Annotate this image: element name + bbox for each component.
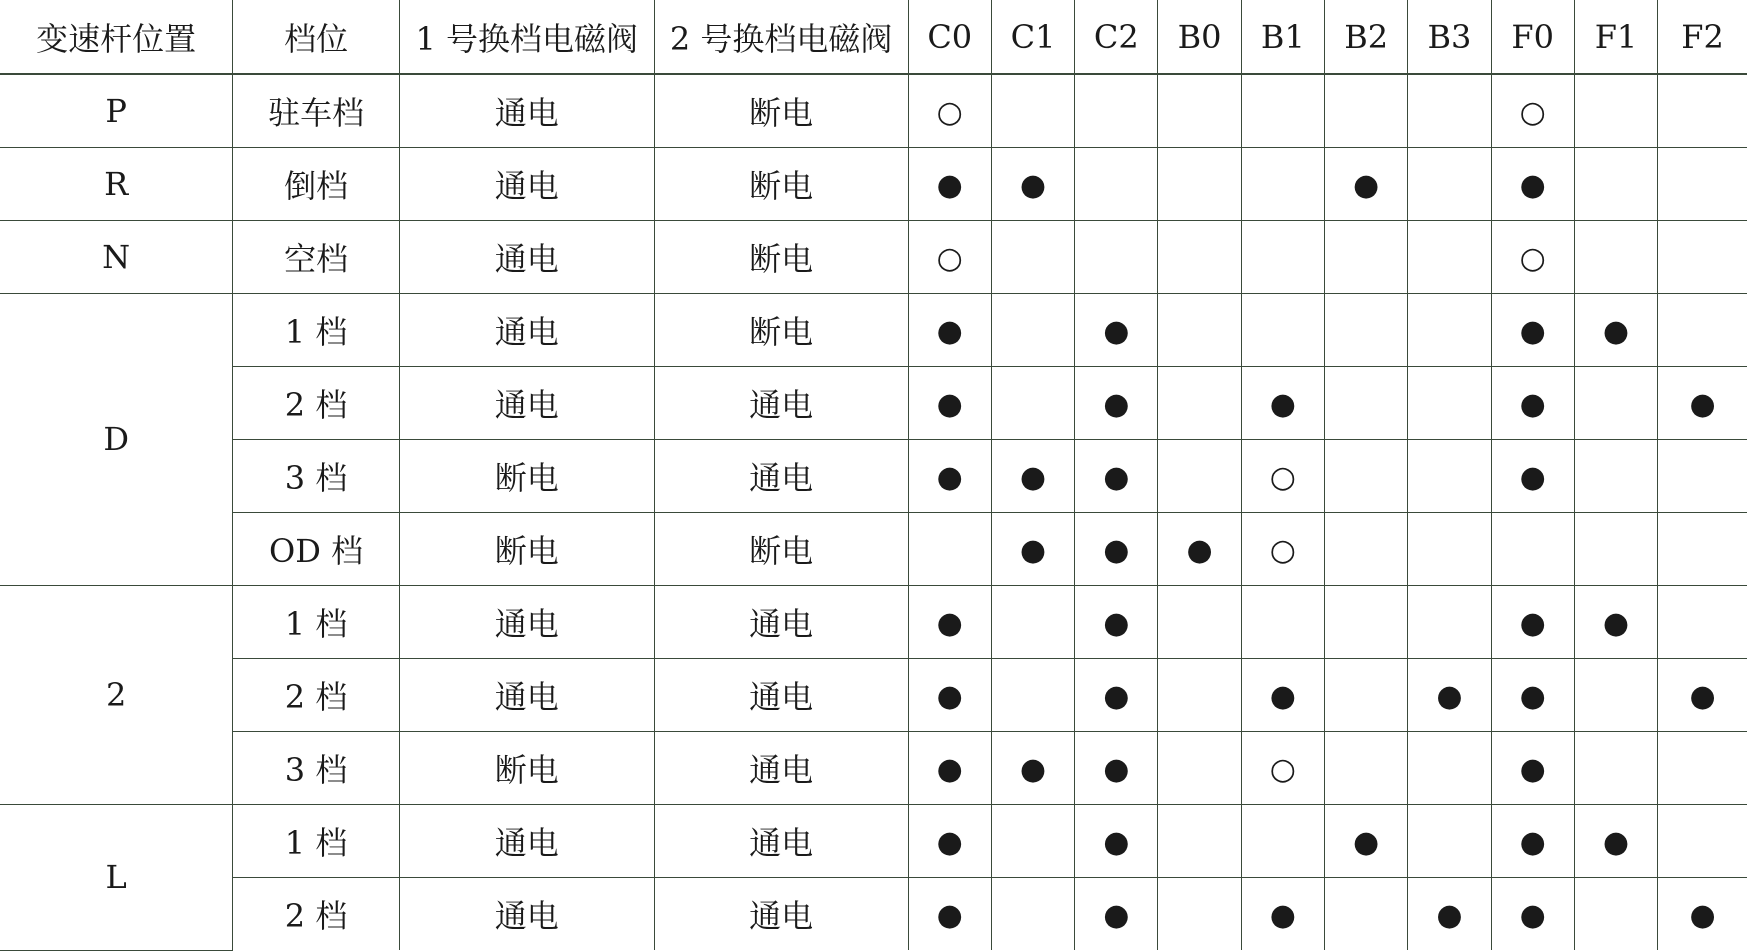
engaged-marker: ●	[1519, 386, 1546, 422]
element-state-cell	[1325, 877, 1408, 950]
solenoid-1-cell: 通电	[399, 293, 654, 366]
element-state-cell	[1408, 804, 1491, 877]
element-state-cell	[1574, 585, 1657, 658]
engaged-marker: ●	[1019, 532, 1047, 568]
header-b0: B0	[1158, 0, 1241, 74]
element-state-cell	[1325, 658, 1408, 731]
gear-cell: OD 档	[233, 512, 400, 585]
element-state-cell	[1325, 804, 1408, 877]
element-state-cell	[1658, 512, 1747, 585]
engaged-marker: ●	[1019, 459, 1047, 495]
engaged-marker: ●	[936, 459, 963, 495]
engaged-marker: ●	[1436, 678, 1463, 714]
element-state-cell	[1658, 293, 1747, 366]
table-row	[0, 658, 1747, 731]
element-state-cell	[908, 585, 991, 658]
solenoid-1-cell: 断电	[399, 731, 654, 804]
element-state-cell	[991, 512, 1074, 585]
engaged-marker: ●	[1689, 386, 1716, 422]
solenoid-2-cell: 断电	[654, 220, 908, 293]
element-state-cell	[908, 74, 991, 147]
engaged-marker: ●	[1019, 751, 1047, 787]
element-state-cell	[1158, 439, 1241, 512]
engaged-marker: ●	[1103, 386, 1130, 422]
table-row	[0, 585, 1747, 658]
gear-cell: 3 档	[233, 731, 400, 804]
solenoid-1-cell: 断电	[399, 439, 654, 512]
engaged-marker: ●	[1186, 532, 1213, 568]
header-c2: C2	[1075, 0, 1158, 74]
element-state-cell	[991, 74, 1074, 147]
element-state-cell	[1408, 439, 1491, 512]
partial-marker: ○	[1269, 751, 1296, 787]
engaged-marker: ●	[936, 678, 963, 714]
table-row	[0, 366, 1747, 439]
solenoid-1-cell: 通电	[399, 658, 654, 731]
table-row	[0, 877, 1747, 950]
element-state-cell	[1241, 147, 1324, 220]
solenoid-2-cell: 断电	[654, 74, 908, 147]
engaged-marker: ●	[1019, 167, 1047, 203]
element-state-cell	[1658, 220, 1747, 293]
header-f1: F1	[1574, 0, 1657, 74]
element-state-cell	[1241, 585, 1324, 658]
element-state-cell	[1075, 293, 1158, 366]
lever-position-cell: R	[0, 147, 233, 220]
element-state-cell	[1658, 658, 1747, 731]
engaged-marker: ●	[1602, 313, 1630, 349]
element-state-cell	[1075, 512, 1158, 585]
element-state-cell	[991, 366, 1074, 439]
solenoid-2-cell: 通电	[654, 585, 908, 658]
element-state-cell	[991, 147, 1074, 220]
engaged-marker: ●	[1269, 897, 1296, 933]
element-state-cell	[1491, 366, 1574, 439]
element-state-cell	[1325, 512, 1408, 585]
element-state-cell	[908, 439, 991, 512]
element-state-cell	[991, 804, 1074, 877]
element-state-cell	[1491, 439, 1574, 512]
header-b3: B3	[1408, 0, 1491, 74]
header-b2: B2	[1325, 0, 1408, 74]
engaged-marker: ●	[1103, 459, 1130, 495]
engaged-marker: ●	[936, 897, 963, 933]
engaged-marker: ●	[1519, 897, 1546, 933]
element-state-cell	[1075, 220, 1158, 293]
element-state-cell	[1241, 731, 1324, 804]
engaged-marker: ●	[1436, 897, 1463, 933]
element-state-cell	[1241, 220, 1324, 293]
solenoid-2-cell: 通电	[654, 439, 908, 512]
element-state-cell	[991, 220, 1074, 293]
lever-position-cell: L	[0, 804, 233, 950]
element-state-cell	[991, 439, 1074, 512]
element-state-cell	[1574, 877, 1657, 950]
engaged-marker: ●	[936, 605, 963, 641]
engaged-marker: ●	[1602, 824, 1630, 860]
gear-cell: 2 档	[233, 658, 400, 731]
element-state-cell	[1241, 512, 1324, 585]
engaged-marker: ●	[936, 386, 963, 422]
element-state-cell	[991, 658, 1074, 731]
table-row	[0, 804, 1747, 877]
gear-cell: 2 档	[233, 877, 400, 950]
header-b1: B1	[1241, 0, 1324, 74]
lever-position-cell: P	[0, 74, 233, 147]
engaged-marker: ●	[1353, 167, 1380, 203]
element-state-cell	[1325, 147, 1408, 220]
element-state-cell	[1325, 439, 1408, 512]
engaged-marker: ●	[1103, 313, 1130, 349]
partial-marker: ○	[936, 240, 963, 276]
element-state-cell	[1075, 658, 1158, 731]
table-row	[0, 147, 1747, 220]
table-row	[0, 220, 1747, 293]
element-state-cell	[1241, 877, 1324, 950]
engaged-marker: ●	[1269, 386, 1296, 422]
element-state-cell	[991, 585, 1074, 658]
element-state-cell	[1574, 74, 1657, 147]
engaged-marker: ●	[1519, 605, 1546, 641]
element-state-cell	[1241, 804, 1324, 877]
engaged-marker: ●	[1269, 678, 1296, 714]
gear-cell: 1 档	[233, 804, 400, 877]
engaged-marker: ●	[1519, 459, 1546, 495]
element-state-cell	[1574, 439, 1657, 512]
element-state-cell	[1491, 658, 1574, 731]
partial-marker: ○	[1269, 532, 1296, 568]
engaged-marker: ●	[936, 167, 963, 203]
solenoid-2-cell: 通电	[654, 804, 908, 877]
gear-cell: 空档	[233, 220, 400, 293]
partial-marker: ○	[1269, 459, 1296, 495]
header-f2: F2	[1658, 0, 1747, 74]
table-row	[0, 293, 1747, 366]
element-state-cell	[1241, 366, 1324, 439]
element-state-cell	[1158, 293, 1241, 366]
header-c1: C1	[991, 0, 1074, 74]
solenoid-2-cell: 断电	[654, 293, 908, 366]
solenoid-1-cell: 通电	[399, 585, 654, 658]
solenoid-1-cell: 通电	[399, 804, 654, 877]
element-state-cell	[1658, 804, 1747, 877]
solenoid-1-cell: 通电	[399, 220, 654, 293]
element-state-cell	[1075, 439, 1158, 512]
table-row	[0, 731, 1747, 804]
lever-position-cell: 2	[0, 585, 233, 804]
element-state-cell	[1491, 877, 1574, 950]
element-state-cell	[1491, 74, 1574, 147]
element-state-cell	[1408, 220, 1491, 293]
solenoid-2-cell: 通电	[654, 877, 908, 950]
engaged-marker: ●	[936, 313, 963, 349]
engaged-marker: ●	[1689, 897, 1716, 933]
gear-cell: 3 档	[233, 439, 400, 512]
element-state-cell	[1158, 512, 1241, 585]
gear-cell: 1 档	[233, 585, 400, 658]
element-state-cell	[1325, 220, 1408, 293]
header-c0: C0	[908, 0, 991, 74]
element-state-cell	[1408, 877, 1491, 950]
solenoid-1-cell: 通电	[399, 877, 654, 950]
element-state-cell	[908, 512, 991, 585]
element-state-cell	[1158, 731, 1241, 804]
element-state-cell	[991, 877, 1074, 950]
table-body	[0, 74, 1747, 950]
partial-marker: ○	[1519, 240, 1546, 276]
header-lever-position: 变速杆位置	[0, 0, 233, 74]
element-state-cell	[1241, 293, 1324, 366]
element-state-cell	[1241, 74, 1324, 147]
engaged-marker: ●	[1602, 605, 1630, 641]
engaged-marker: ●	[1353, 824, 1380, 860]
solenoid-1-cell: 通电	[399, 74, 654, 147]
element-state-cell	[1325, 293, 1408, 366]
element-state-cell	[1325, 74, 1408, 147]
element-state-cell	[1491, 147, 1574, 220]
element-state-cell	[1491, 220, 1574, 293]
element-state-cell	[1325, 585, 1408, 658]
element-state-cell	[908, 877, 991, 950]
element-state-cell	[991, 731, 1074, 804]
element-state-cell	[1075, 877, 1158, 950]
element-state-cell	[1075, 731, 1158, 804]
table-row	[0, 512, 1747, 585]
element-state-cell	[1574, 293, 1657, 366]
element-state-cell	[1491, 731, 1574, 804]
element-state-cell	[1574, 220, 1657, 293]
engaged-marker: ●	[1519, 313, 1546, 349]
solenoid-1-cell: 断电	[399, 512, 654, 585]
element-state-cell	[1325, 366, 1408, 439]
gear-cell: 驻车档	[233, 74, 400, 147]
element-state-cell	[1408, 366, 1491, 439]
partial-marker: ○	[1519, 94, 1546, 130]
element-state-cell	[1408, 74, 1491, 147]
element-state-cell	[1658, 74, 1747, 147]
element-state-cell	[1658, 147, 1747, 220]
element-state-cell	[908, 804, 991, 877]
element-state-cell	[1158, 74, 1241, 147]
element-state-cell	[1158, 658, 1241, 731]
element-state-cell	[1158, 220, 1241, 293]
solenoid-2-cell: 断电	[654, 147, 908, 220]
engaged-marker: ●	[1103, 532, 1130, 568]
element-state-cell	[1658, 877, 1747, 950]
partial-marker: ○	[936, 94, 963, 130]
header-solenoid-1: 1 号换档电磁阀	[399, 0, 654, 74]
gear-cell: 倒档	[233, 147, 400, 220]
engaged-marker: ●	[1103, 605, 1130, 641]
element-state-cell	[991, 293, 1074, 366]
solenoid-1-cell: 通电	[399, 147, 654, 220]
engaged-marker: ●	[936, 751, 963, 787]
element-state-cell	[1408, 658, 1491, 731]
element-state-cell	[908, 366, 991, 439]
element-state-cell	[1491, 585, 1574, 658]
engaged-marker: ●	[1103, 824, 1130, 860]
header-solenoid-2: 2 号换档电磁阀	[654, 0, 908, 74]
element-state-cell	[1408, 293, 1491, 366]
engaged-marker: ●	[1519, 678, 1546, 714]
element-state-cell	[1658, 731, 1747, 804]
gear-cell: 1 档	[233, 293, 400, 366]
solenoid-2-cell: 断电	[654, 512, 908, 585]
engaged-marker: ●	[1103, 897, 1130, 933]
element-state-cell	[1075, 147, 1158, 220]
element-state-cell	[1158, 804, 1241, 877]
header-gear: 档位	[233, 0, 400, 74]
element-state-cell	[1658, 585, 1747, 658]
element-state-cell	[1574, 804, 1657, 877]
solenoid-2-cell: 通电	[654, 366, 908, 439]
element-state-cell	[908, 147, 991, 220]
element-state-cell	[1408, 585, 1491, 658]
element-state-cell	[1491, 512, 1574, 585]
solenoid-2-cell: 通电	[654, 731, 908, 804]
header-row	[0, 0, 1747, 74]
element-state-cell	[1574, 147, 1657, 220]
element-state-cell	[1574, 731, 1657, 804]
gear-cell: 2 档	[233, 366, 400, 439]
table-row	[0, 74, 1747, 147]
element-state-cell	[1408, 512, 1491, 585]
element-state-cell	[908, 658, 991, 731]
engaged-marker: ●	[1689, 678, 1716, 714]
element-state-cell	[908, 293, 991, 366]
element-state-cell	[1574, 512, 1657, 585]
element-state-cell	[1158, 877, 1241, 950]
solenoid-2-cell: 通电	[654, 658, 908, 731]
element-state-cell	[1574, 366, 1657, 439]
solenoid-1-cell: 通电	[399, 366, 654, 439]
element-state-cell	[1491, 293, 1574, 366]
element-state-cell	[1075, 804, 1158, 877]
element-state-cell	[1408, 147, 1491, 220]
engaged-marker: ●	[1103, 678, 1130, 714]
element-state-cell	[908, 731, 991, 804]
element-state-cell	[1158, 585, 1241, 658]
engaged-marker: ●	[1519, 751, 1546, 787]
element-state-cell	[1075, 585, 1158, 658]
element-state-cell	[1658, 366, 1747, 439]
engaged-marker: ●	[936, 824, 963, 860]
engaged-marker: ●	[1519, 824, 1546, 860]
lever-position-cell: D	[0, 293, 233, 585]
element-state-cell	[1408, 731, 1491, 804]
element-state-cell	[1658, 439, 1747, 512]
header-f0: F0	[1491, 0, 1574, 74]
element-state-cell	[1574, 658, 1657, 731]
engaged-marker: ●	[1103, 751, 1130, 787]
element-state-cell	[1325, 731, 1408, 804]
element-state-cell	[1075, 366, 1158, 439]
element-state-cell	[1158, 366, 1241, 439]
element-state-cell	[1241, 439, 1324, 512]
element-state-cell	[1491, 804, 1574, 877]
table-row	[0, 439, 1747, 512]
element-state-cell	[1158, 147, 1241, 220]
element-state-cell	[1241, 658, 1324, 731]
lever-position-cell: N	[0, 220, 233, 293]
element-state-cell	[908, 220, 991, 293]
engaged-marker: ●	[1519, 167, 1546, 203]
element-state-cell	[1075, 74, 1158, 147]
